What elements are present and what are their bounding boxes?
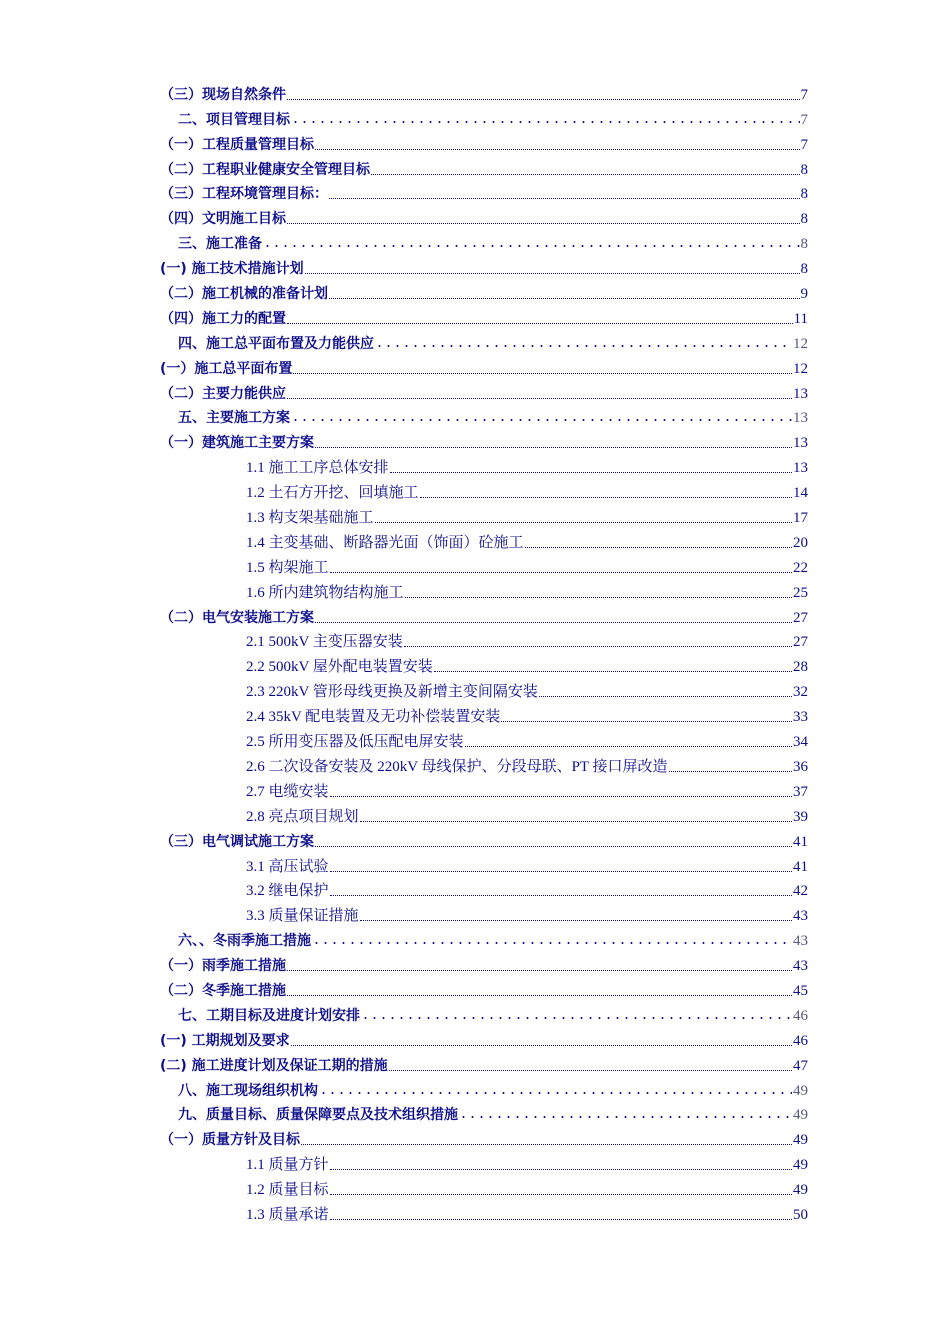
toc-entry-title: （二）电气安装施工方案 xyxy=(160,607,314,627)
toc-entry[interactable] xyxy=(160,427,808,452)
toc-entry-title: （一）雨季施工措施 xyxy=(160,955,286,975)
toc-entry-title: （二）施工机械的准备计划 xyxy=(160,283,328,303)
toc-entry-page-number: 36 xyxy=(793,758,808,775)
toc-entry-page-number: 34 xyxy=(793,734,808,751)
dot-leader xyxy=(287,96,800,100)
toc-entry[interactable] xyxy=(160,452,808,477)
toc-entry-page-number: 8 xyxy=(800,161,808,178)
toc-entry-title: 三、施工准备 xyxy=(178,233,262,253)
toc-entry[interactable] xyxy=(160,925,808,950)
toc-entry[interactable] xyxy=(160,378,808,403)
toc-entry[interactable] xyxy=(160,104,808,129)
dot-leader xyxy=(315,843,792,847)
dot-leader xyxy=(360,818,792,822)
toc-entry-title: （四）施工力的配置 xyxy=(160,308,286,328)
toc-entry-page-number: 43 xyxy=(793,933,808,950)
toc-entry[interactable] xyxy=(160,651,808,676)
toc-entry-title: （二）工程职业健康安全管理目标 xyxy=(160,159,370,179)
toc-entry-page-number: 41 xyxy=(793,833,808,850)
dot-leader xyxy=(287,992,792,996)
toc-entry-title: 2.7 电缆安装 xyxy=(246,780,329,801)
toc-entry[interactable] xyxy=(160,851,808,876)
toc-entry-page-number: 46 xyxy=(793,1007,808,1024)
dot-leader xyxy=(315,146,800,150)
dot-leader xyxy=(287,320,793,324)
toc-entry-title: （四）文明施工目标 xyxy=(160,208,286,228)
dot-leader xyxy=(330,1191,792,1195)
dot-leader xyxy=(291,119,800,125)
toc-entry-title: 2.3 220kV 管形母线更换及新增主变间隔安装 xyxy=(246,680,538,701)
toc-entry-page-number: 8 xyxy=(800,211,808,228)
dot-leader xyxy=(371,171,800,175)
toc-entry[interactable] xyxy=(160,203,808,228)
dot-leader xyxy=(291,1042,792,1046)
dot-leader xyxy=(287,220,800,224)
toc-entry-title: (一) 施工技术措施计划 xyxy=(160,258,304,278)
toc-entry-title: 2.6 二次设备安装及 220kV 母线保护、分段母联、PT 接口屏改造 xyxy=(246,755,668,776)
toc-entry-page-number: 49 xyxy=(793,1107,808,1124)
toc-entry-title: （二）冬季施工措施 xyxy=(160,980,286,1000)
toc-entry[interactable] xyxy=(160,179,808,204)
toc-entry[interactable] xyxy=(160,303,808,328)
dot-leader xyxy=(330,892,792,896)
toc-entry[interactable] xyxy=(160,602,808,627)
toc-entry[interactable] xyxy=(160,726,808,751)
toc-entry-title: 1.3 质量承诺 xyxy=(246,1203,329,1224)
toc-entry-page-number: 11 xyxy=(793,310,808,327)
toc-entry[interactable] xyxy=(160,751,808,776)
toc-entry-title: 1.1 施工工序总体安排 xyxy=(246,456,389,477)
toc-entry-page-number: 49 xyxy=(793,1132,808,1149)
toc-entry-title: （三）电气调试施工方案 xyxy=(160,831,314,851)
toc-entry-page-number: 50 xyxy=(793,1206,808,1223)
toc-entry-title: 3.2 继电保护 xyxy=(246,879,329,900)
toc-entry-page-number: 20 xyxy=(793,534,808,551)
toc-entry-title: 1.6 所内建筑物结构施工 xyxy=(246,581,404,602)
toc-entry[interactable] xyxy=(160,79,808,104)
dot-leader xyxy=(404,643,792,647)
toc-entry-page-number: 9 xyxy=(800,286,808,303)
toc-entry-page-number: 7 xyxy=(800,86,808,103)
dot-leader xyxy=(315,619,792,623)
toc-entry-page-number: 49 xyxy=(793,1157,808,1174)
dot-leader xyxy=(361,1015,792,1021)
toc-entry[interactable] xyxy=(160,776,808,801)
toc-entry-page-number: 47 xyxy=(793,1057,808,1074)
toc-entry[interactable] xyxy=(160,502,808,527)
dot-leader xyxy=(669,768,792,772)
toc-entry-title: 九、质量目标、质量保障要点及技术组织措施 xyxy=(178,1104,458,1124)
toc-entry-title: （三）现场自然条件 xyxy=(160,84,286,104)
dot-leader xyxy=(389,1067,792,1071)
toc-entry[interactable] xyxy=(160,477,808,502)
toc-entry-title: 六、、冬雨季施工措施 xyxy=(178,930,311,950)
dot-leader xyxy=(330,569,792,573)
toc-entry[interactable] xyxy=(160,328,808,353)
dot-leader xyxy=(291,417,792,423)
toc-entry[interactable] xyxy=(160,129,808,154)
toc-entry[interactable] xyxy=(160,1075,808,1100)
dot-leader xyxy=(420,494,792,498)
toc-entry[interactable] xyxy=(160,552,808,577)
dot-leader xyxy=(330,1166,792,1170)
dot-leader xyxy=(539,693,792,697)
toc-entry-page-number: 46 xyxy=(793,1032,808,1049)
toc-entry-title: 2.5 所用变压器及低压配电屏安装 xyxy=(246,730,464,751)
toc-entry[interactable] xyxy=(160,1025,808,1050)
dot-leader xyxy=(319,1090,792,1096)
toc-entry-title: 五、主要施工方案 xyxy=(178,407,290,427)
toc-entry-title: （一）工程质量管理目标 xyxy=(160,134,314,154)
dot-leader xyxy=(465,743,792,747)
dot-leader xyxy=(329,295,800,299)
dot-leader xyxy=(375,519,792,523)
toc-entry-title: 2.4 35kV 配电装置及无功补偿装置安装 xyxy=(246,705,500,726)
toc-entry[interactable] xyxy=(160,154,808,179)
toc-entry-page-number: 27 xyxy=(793,609,808,626)
toc-entry[interactable] xyxy=(160,1174,808,1199)
dot-leader xyxy=(459,1114,792,1120)
toc-entry-page-number: 12 xyxy=(793,360,808,377)
toc-entry-page-number: 13 xyxy=(793,385,808,402)
toc-entry-title: 七、工期目标及进度计划安排 xyxy=(178,1005,360,1025)
toc-entry[interactable] xyxy=(160,1149,808,1174)
toc-entry[interactable] xyxy=(160,950,808,975)
dot-leader xyxy=(329,195,800,199)
toc-entry-title: 四、施工总平面布置及力能供应 xyxy=(178,333,374,353)
toc-entry[interactable] xyxy=(160,627,808,652)
toc-entry-page-number: 7 xyxy=(800,111,808,128)
dot-leader xyxy=(305,270,800,274)
dot-leader xyxy=(330,868,792,872)
toc-entry-page-number: 45 xyxy=(793,982,808,999)
toc-entry-page-number: 8 xyxy=(800,261,808,278)
toc-entry[interactable] xyxy=(160,577,808,602)
dot-leader xyxy=(405,594,792,598)
toc-entry-title: 3.1 高压试验 xyxy=(246,855,329,876)
toc-entry[interactable] xyxy=(160,1000,808,1025)
toc-entry-page-number: 32 xyxy=(793,684,808,701)
dot-leader xyxy=(501,718,792,722)
dot-leader xyxy=(434,668,792,672)
dot-leader xyxy=(263,243,800,249)
toc-entry[interactable] xyxy=(160,253,808,278)
dot-leader xyxy=(315,444,792,448)
toc-entry-page-number: 25 xyxy=(793,584,808,601)
toc-entry-page-number: 7 xyxy=(800,136,808,153)
toc-entry-page-number: 37 xyxy=(793,783,808,800)
toc-entry[interactable] xyxy=(160,353,808,378)
table-of-contents xyxy=(160,79,808,1224)
toc-entry-page-number: 14 xyxy=(793,485,808,502)
toc-entry-page-number: 49 xyxy=(793,1182,808,1199)
toc-entry-page-number: 17 xyxy=(793,510,808,527)
toc-entry-page-number: 43 xyxy=(793,958,808,975)
toc-entry-page-number: 41 xyxy=(793,858,808,875)
dot-leader xyxy=(301,1141,792,1145)
dot-leader xyxy=(525,544,792,548)
toc-entry-page-number: 8 xyxy=(800,186,808,203)
toc-entry-title: 1.5 构架施工 xyxy=(246,556,329,577)
toc-entry-page-number: 27 xyxy=(793,634,808,651)
toc-entry-title: （三）工程环境管理目标： xyxy=(160,183,328,203)
dot-leader xyxy=(287,967,792,971)
toc-entry-title: 3.3 质量保证措施 xyxy=(246,904,359,925)
toc-entry[interactable] xyxy=(160,975,808,1000)
toc-entry[interactable] xyxy=(160,876,808,901)
toc-entry[interactable] xyxy=(160,403,808,428)
toc-entry-page-number: 13 xyxy=(793,460,808,477)
toc-entry[interactable] xyxy=(160,801,808,826)
toc-entry-page-number: 33 xyxy=(793,709,808,726)
toc-entry-title: 1.1 质量方针 xyxy=(246,1153,329,1174)
toc-entry-page-number: 49 xyxy=(793,1082,808,1099)
toc-entry-page-number: 8 xyxy=(800,236,808,253)
toc-entry-title: (一）施工总平面布置 xyxy=(160,358,292,378)
toc-entry-title: 2.2 500kV 屋外配电装置安装 xyxy=(246,655,433,676)
toc-entry-title: (一) 工期规划及要求 xyxy=(160,1030,290,1050)
dot-leader xyxy=(375,343,792,349)
dot-leader xyxy=(330,1216,792,1220)
dot-leader xyxy=(330,793,792,797)
toc-entry-page-number: 12 xyxy=(793,335,808,352)
dot-leader xyxy=(287,395,792,399)
toc-entry-title: 1.3 构支架基础施工 xyxy=(246,506,374,527)
toc-entry-title: 1.4 主变基础、断路器光面（饰面）砼施工 xyxy=(246,531,524,552)
dot-leader xyxy=(312,940,792,946)
toc-entry[interactable] xyxy=(160,228,808,253)
toc-entry-title: （一）建筑施工主要方案 xyxy=(160,432,314,452)
toc-entry-page-number: 13 xyxy=(793,435,808,452)
toc-entry-page-number: 43 xyxy=(793,908,808,925)
dot-leader xyxy=(390,469,792,473)
toc-entry[interactable] xyxy=(160,676,808,701)
toc-entry-title: （一）质量方针及目标 xyxy=(160,1129,300,1149)
dot-leader xyxy=(293,370,792,374)
toc-entry[interactable] xyxy=(160,278,808,303)
toc-entry-title: (二) 施工进度计划及保证工期的措施 xyxy=(160,1055,388,1075)
toc-entry[interactable] xyxy=(160,1100,808,1125)
toc-entry-page-number: 28 xyxy=(793,659,808,676)
toc-entry-title: 2.8 亮点项目规划 xyxy=(246,805,359,826)
toc-entry[interactable] xyxy=(160,826,808,851)
toc-entry-title: 八、施工现场组织机构 xyxy=(178,1080,318,1100)
toc-entry[interactable] xyxy=(160,527,808,552)
toc-entry-title: 1.2 土石方开挖、回填施工 xyxy=(246,481,419,502)
toc-entry-page-number: 42 xyxy=(793,883,808,900)
toc-entry[interactable] xyxy=(160,1124,808,1149)
toc-entry-title: （二）主要力能供应 xyxy=(160,383,286,403)
toc-entry-title: 1.2 质量目标 xyxy=(246,1178,329,1199)
dot-leader xyxy=(360,917,792,921)
toc-entry-page-number: 39 xyxy=(793,808,808,825)
toc-entry-page-number: 22 xyxy=(793,559,808,576)
toc-entry-title: 2.1 500kV 主变压器安装 xyxy=(246,630,403,651)
toc-entry-page-number: 13 xyxy=(793,410,808,427)
toc-entry[interactable] xyxy=(160,701,808,726)
toc-entry[interactable] xyxy=(160,1050,808,1075)
toc-entry[interactable] xyxy=(160,1199,808,1224)
toc-entry-title: 二、项目管理目标 xyxy=(178,109,290,129)
toc-entry[interactable] xyxy=(160,900,808,925)
